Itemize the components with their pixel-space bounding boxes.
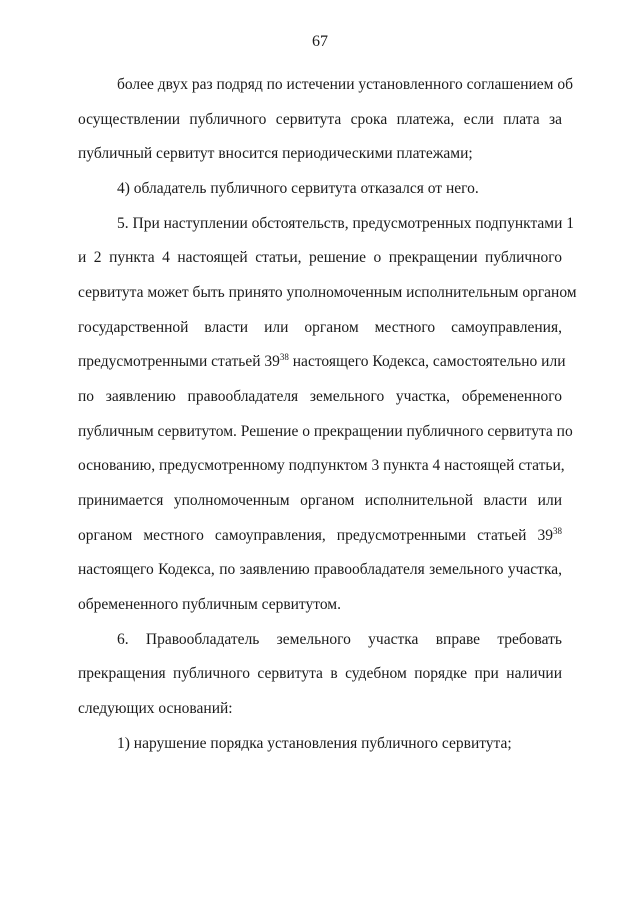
text-line: государственной власти или органом местного самоуправления,: [78, 319, 562, 336]
text-line: принимается уполномоченным органом исполнительной власти или: [78, 492, 562, 509]
text-line: обремененного публичным сервитутом.: [78, 596, 341, 613]
text-line: осуществлении публичного сервитута срока платежа, если плата за: [78, 111, 562, 128]
text-line: следующих оснований:: [78, 700, 233, 717]
text-line: по заявлению правообладателя земельного участка, обремененного: [78, 388, 562, 405]
page-number: 67: [312, 33, 328, 50]
text-line: публичный сервитут вносится периодическими платежами;: [78, 145, 473, 162]
list-item-1: 1) нарушение порядка установления публичного сервитута;: [117, 735, 512, 752]
text-line: прекращения публичного сервитута в судебном порядке при наличии: [78, 665, 562, 682]
text-line: сервитута может быть принято уполномоченным исполнительным органом: [78, 284, 577, 301]
superscript: 38: [553, 526, 562, 536]
text-line: [78, 352, 566, 372]
text-fragment: предусмотренными статьей 39: [78, 353, 280, 370]
paragraph-5-line: 5. При наступлении обстоятельств, предусмотренных подпунктами 1: [117, 215, 575, 232]
text-fragment: настоящего Кодекса, самостоятельно или: [288, 353, 566, 370]
text-line: [78, 526, 562, 546]
text-line: публичным сервитутом. Решение о прекращении публичного сервитута по: [78, 423, 573, 440]
text-line: и 2 пункта 4 настоящей статьи, решение о прекращении публичного: [78, 249, 562, 266]
text-line: более двух раз подряд по истечении установленного соглашением об: [117, 76, 574, 93]
text-fragment: органом местного самоуправления, предусмотренными статьей 39: [78, 527, 553, 544]
paragraph-6-line: 6. Правообладатель земельного участка вправе требовать: [117, 631, 562, 648]
text-line: основанию, предусмотренному подпунктом 3 пункта 4 настоящей статьи,: [78, 457, 565, 474]
superscript: 38: [279, 352, 289, 362]
list-item-4: 4) обладатель публичного сервитута отказался от него.: [117, 180, 479, 197]
text-line: настоящего Кодекса, по заявлению правообладателя земельного участка,: [78, 561, 562, 578]
